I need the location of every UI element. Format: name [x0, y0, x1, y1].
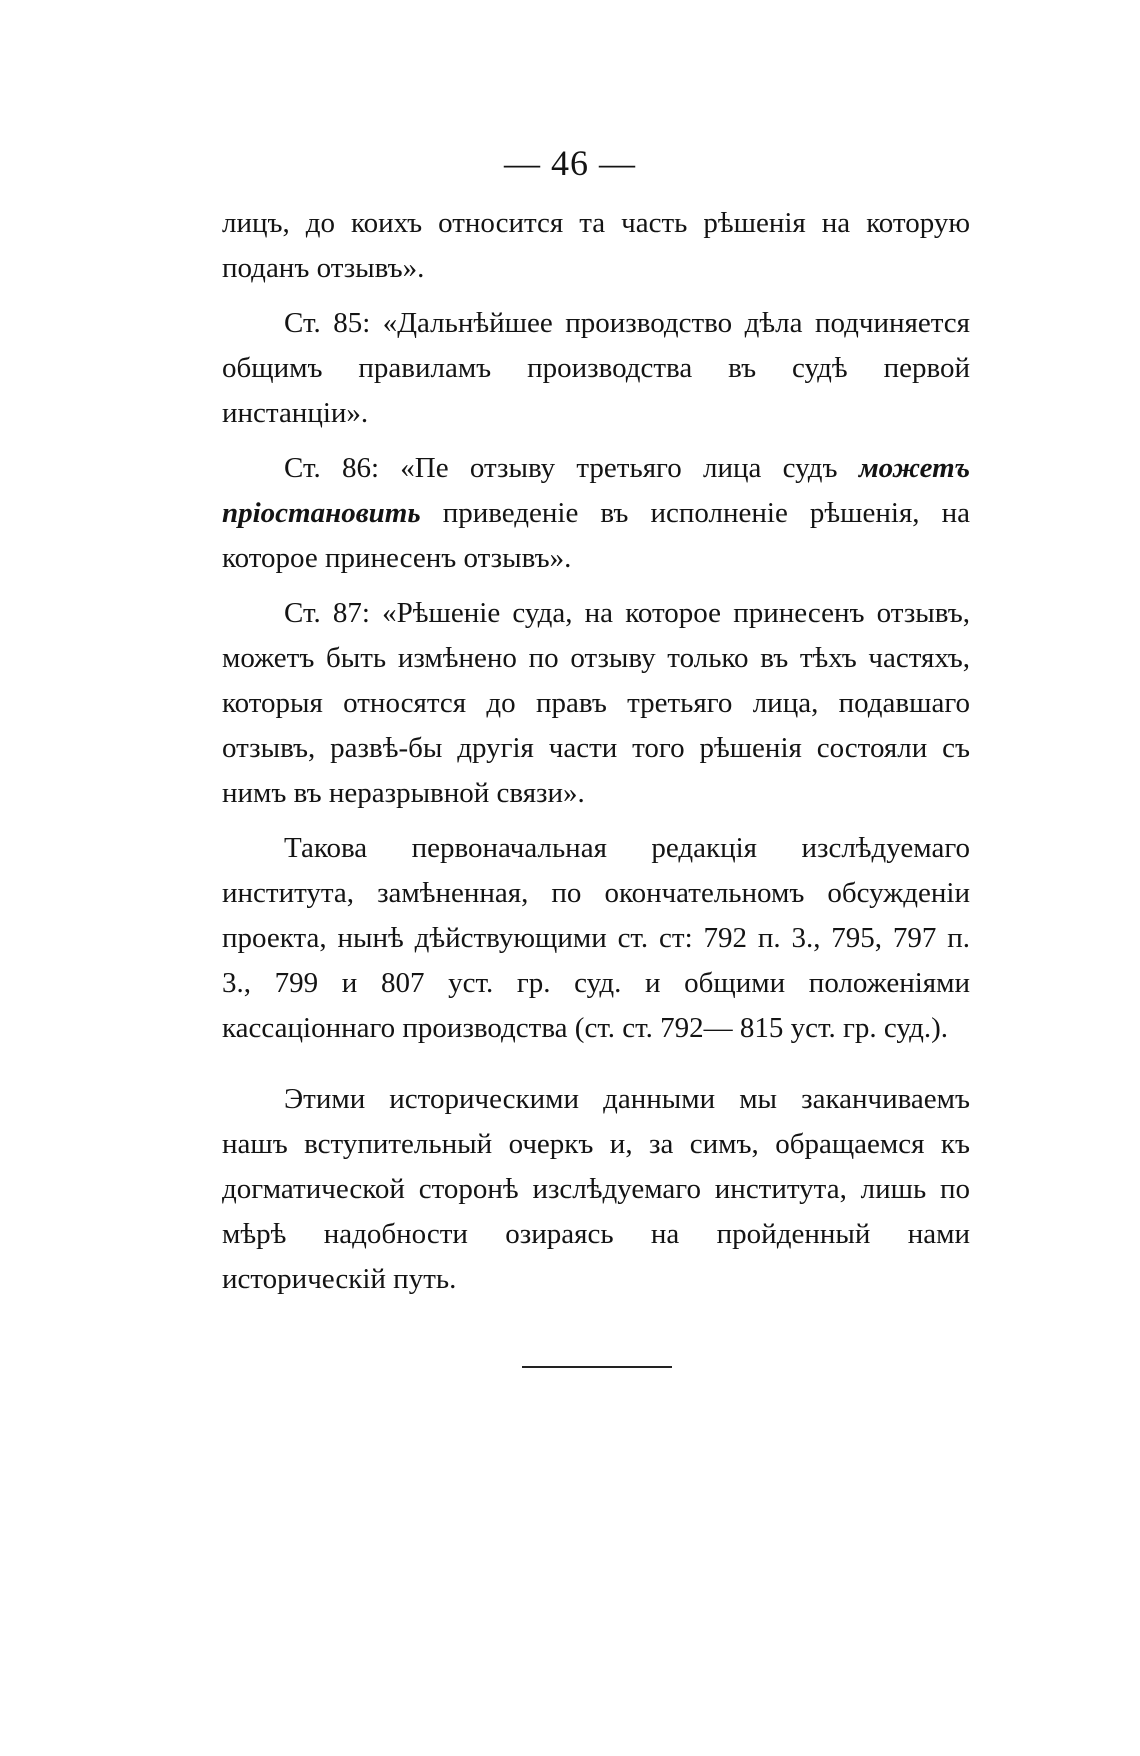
text-column	[222, 201, 970, 1302]
article-86-text-start: Ст. 86: «Пе отзыву третьяго лица судъ	[284, 452, 838, 484]
article-86-text-end: приведеніе въ исполненіе рѣшенія, на которое принесенъ отзывъ».	[222, 497, 971, 574]
paragraph-continuation: лицъ, до коихъ относится та часть рѣшенія на которую поданъ отзывъ».	[222, 207, 970, 284]
paragraph-conclusion: Этими историческими данными мы заканчиваемъ нашъ вступительный очеркъ и, за симъ, обращаемся къ догматической сторонѣ изслѣдуемаго института, лишь по мѣрѣ надобности озираясь на пройденный нами историческій путь.	[222, 1083, 970, 1295]
paragraph-article-85: Ст. 85: «Дальнѣйшее производство дѣла подчиняется общимъ правиламъ производства въ судѣ первой инстанціи».	[222, 307, 970, 429]
paragraph-article-87: Ст. 87: «Рѣшеніе суда, на которое принесенъ отзывъ, можетъ быть измѣнено по отзыву только въ тѣхъ частяхъ, которыя относятся до правъ третьяго лица, подавшаго отзывъ, развѣ-бы другія части того рѣшенія состояли съ нимъ въ неразрывной связи».	[222, 597, 970, 809]
paragraph-redaction: Такова первоначальная редакція изслѣдуемаго института, замѣненная, по окончательномъ обсужденіи проекта, нынѣ дѣйствующими ст. ст: 792 п. 3., 795, 797 п. 3., 799 и 807 уст. гр. суд. и общими положеніями кассаціоннаго производства (ст. ст. 792— 815 уст. гр. суд.).	[222, 832, 970, 1044]
paragraph-article-86	[222, 446, 970, 581]
article-86-emphasis: можетъ пріостановить	[222, 452, 971, 529]
section-divider	[522, 1366, 672, 1368]
page-number: — 46 —	[504, 143, 636, 183]
